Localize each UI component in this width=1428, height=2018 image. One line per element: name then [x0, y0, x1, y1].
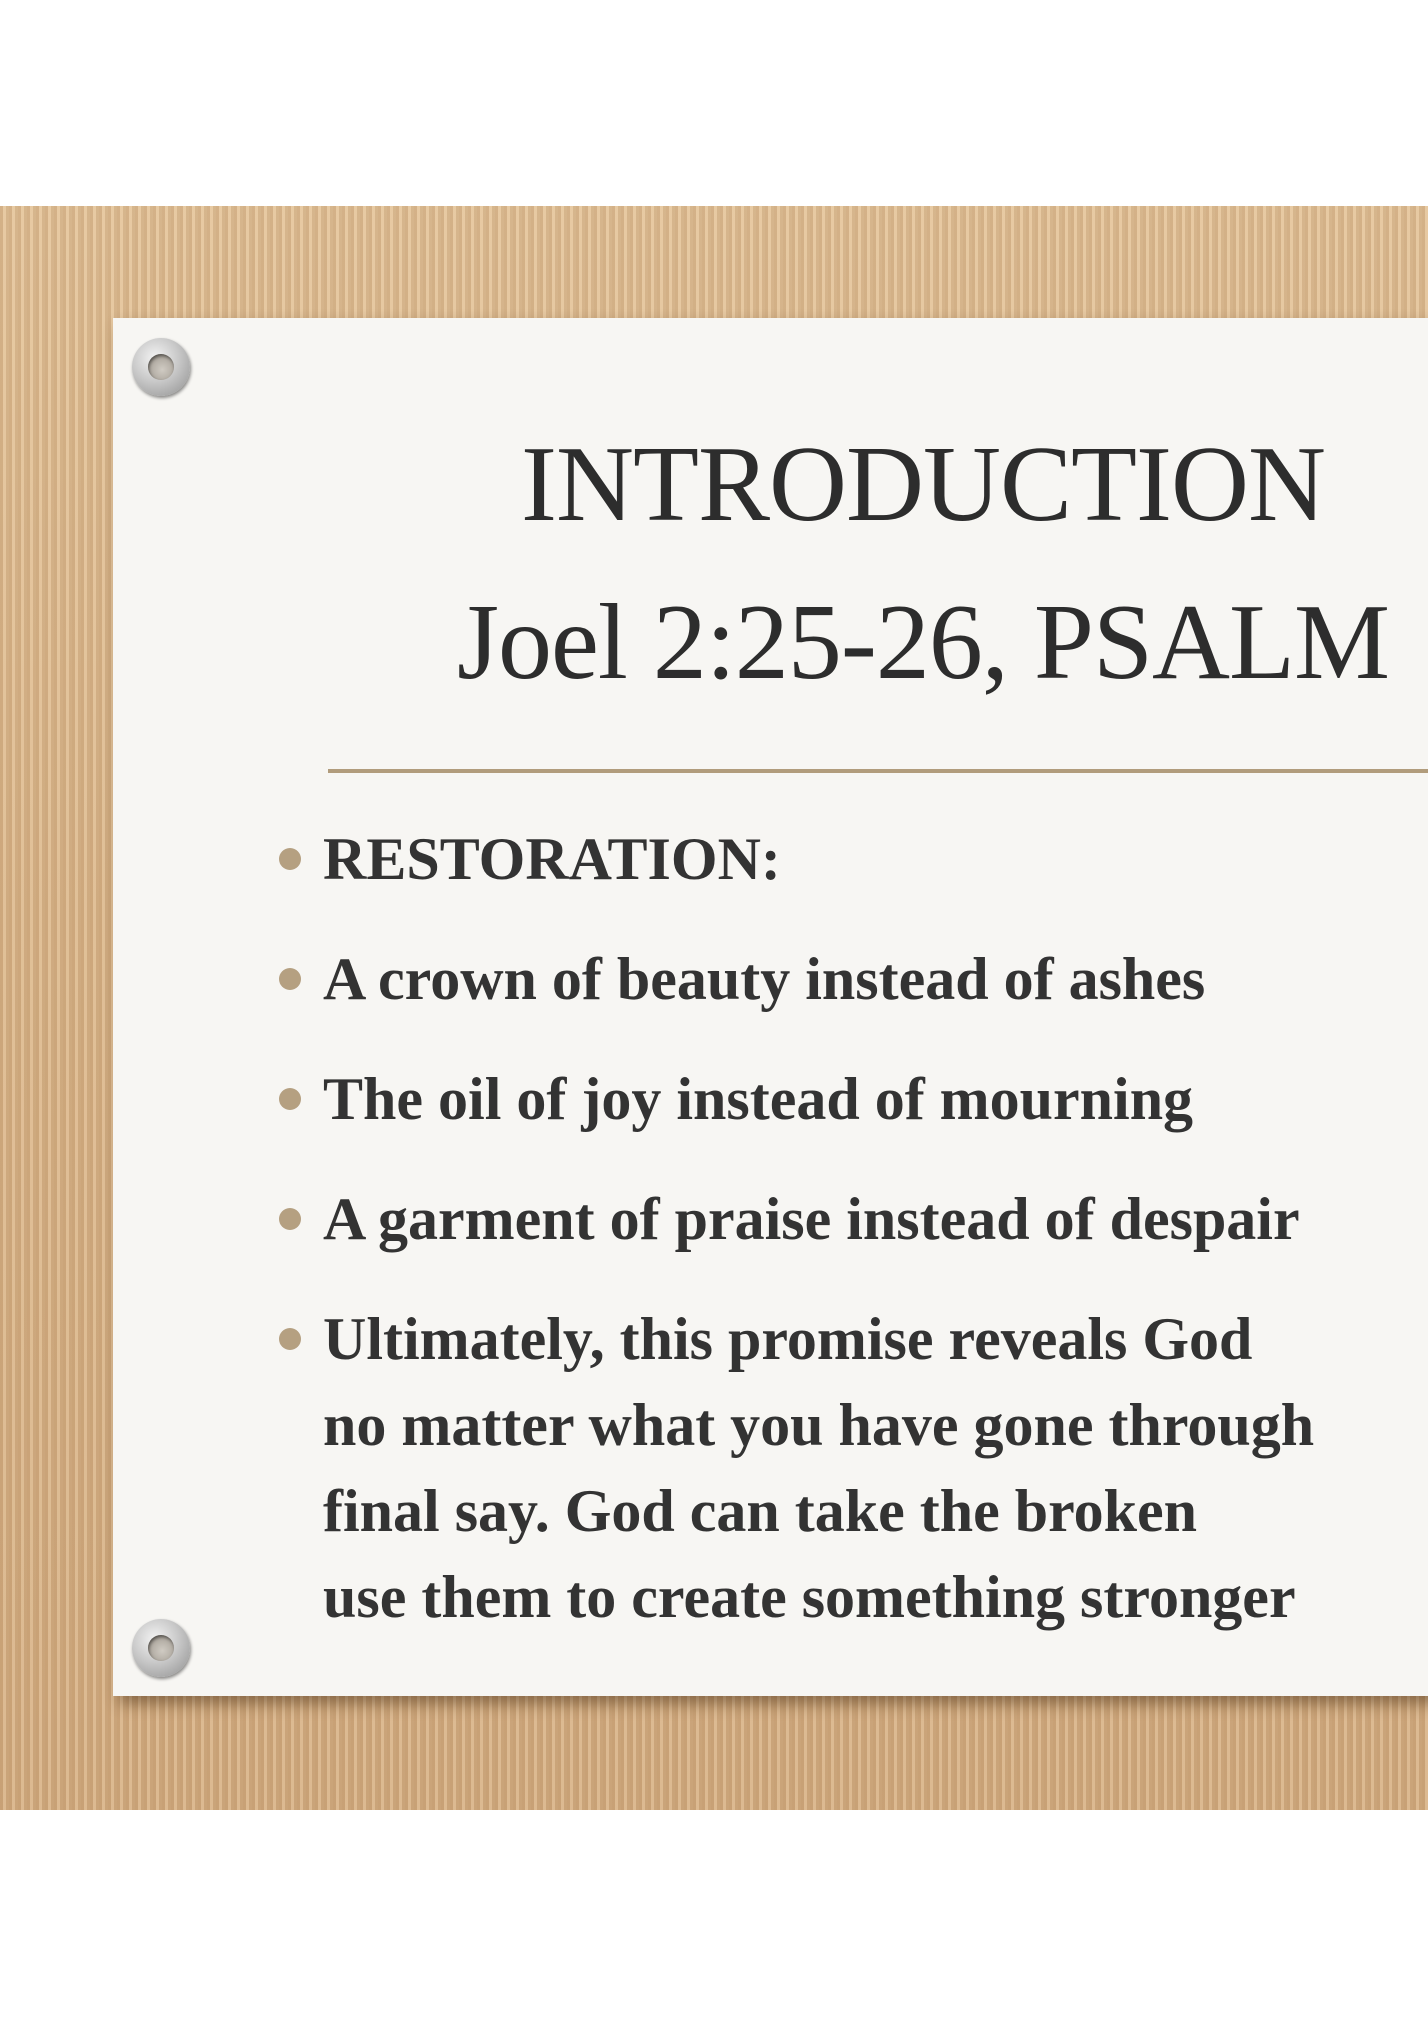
bullet-dot-icon: [279, 848, 301, 870]
slide-sign: [113, 318, 1428, 1696]
bullet-dot-icon: [279, 968, 301, 990]
bullet-item-garment: [323, 1176, 1428, 1262]
bullet-text: The oil of joy instead of mourning: [323, 1066, 1194, 1132]
bullet-text-line-4: use them to create something stronger: [323, 1564, 1296, 1630]
bullet-dot-icon: [279, 1208, 301, 1230]
grommet-icon: [132, 338, 190, 396]
bullet-text: RESTORATION:: [323, 826, 781, 892]
bullet-text: A crown of beauty instead of ashes: [323, 946, 1206, 1012]
slide-title-line-1: INTRODUCTION: [521, 425, 1325, 544]
bullet-item-restoration: [323, 816, 1428, 902]
bullet-item-crown: [323, 936, 1428, 1022]
slide-title-line-2: Joel 2:25-26, PSALM: [456, 583, 1390, 702]
bullet-item-oil: [323, 1056, 1428, 1142]
bullet-text-line-2: no matter what you have gone through: [323, 1392, 1315, 1458]
title-divider: [328, 769, 1428, 773]
grommet-icon: [132, 1619, 190, 1677]
bullet-text: A garment of praise instead of despair: [323, 1186, 1300, 1252]
bullet-item-ultimately: [323, 1296, 1428, 1640]
bullet-text-line-1: Ultimately, this promise reveals God: [323, 1306, 1253, 1372]
bullet-list: [323, 816, 1428, 1674]
bullet-dot-icon: [279, 1088, 301, 1110]
bullet-dot-icon: [279, 1328, 301, 1350]
slide-title: [113, 406, 1428, 722]
bullet-text-line-3: final say. God can take the broken: [323, 1478, 1198, 1544]
